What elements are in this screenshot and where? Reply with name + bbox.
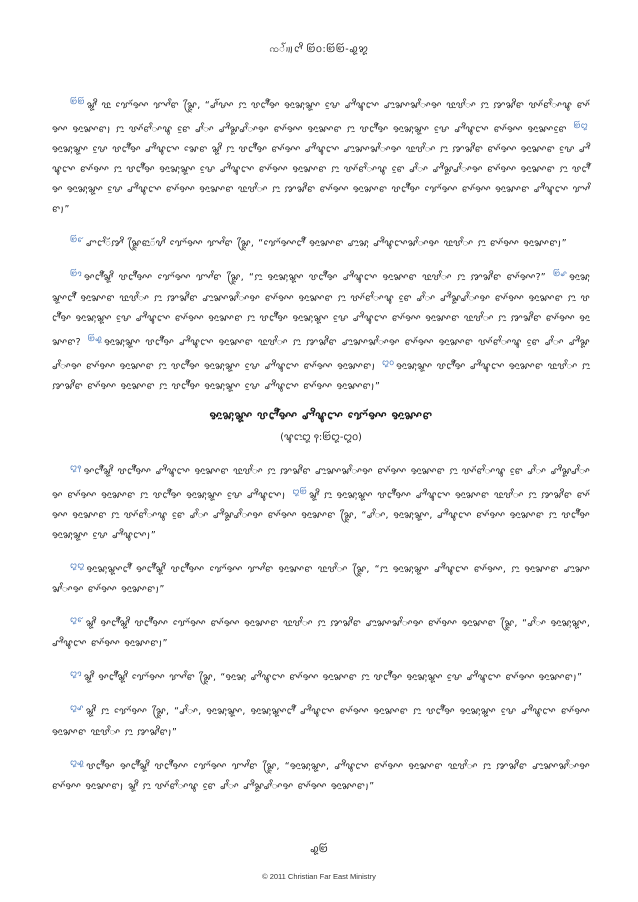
paragraph xyxy=(52,698,590,742)
verse-text: ꨀꨭꨗꨲꨘꨳꨤꨬꨮ ꨀꨤꨬꨮꨘꨪ ꨝꨤꨬꨮꨀꨳ ꨢꨯꨮꨀꨳ ꨢꨳꨩꨓ ꨀꨭꨗꨳꨓ ꨝꨭꨝꨩꨳ ꨙꨴ, “ꨆꨭ ꨀꨭꨗꨲꨘꨳ ꨚꨪꨡꨤꨳ ꨓꨳꨮꨀꨳ, ꨆꨭ ꨀꨭꨗꨳꨓ ꨚꨭꨗꨳꨗꨩꨳꨀ ꨓꨳꨮꨀꨳ ꨀꨭꨗꨳꨓ꩝” xyxy=(52,564,590,596)
verse-number: ꩓꩒ xyxy=(292,486,307,496)
paragraph-group-1 xyxy=(52,92,590,397)
verse-number: ꩒꩖ xyxy=(553,269,568,279)
verse-number: ꩒꩔ xyxy=(70,235,84,245)
section-title: ꨀꨭꨗꨲꨘꨳ ꨝꨤꨬꨮꨀꨳ ꨚꨪꨡꨤꨳ ꨢꨯꨮꨀꨳ ꨀꨭꨗꨳꨓ xyxy=(209,408,433,422)
paragraph xyxy=(52,753,590,797)
verse-number: ꩓꩔ xyxy=(70,615,84,625)
verse-text: ꨘꨪ ꨀꨤꨬꨮꨘꨪ ꨢꨯꨮꨀꨳ ꨢꨳꨩꨓ ꨙꨴ, “ꨀꨭꨗꨲ ꨚꨪꨡꨤꨳ ꨓꨳꨮꨀꨳ ꨀꨭꨗꨳꨓ ꨆꨭ ꨝꨤꨬꨮꨀ ꨀꨭꨗꨲꨘꨳ ꨔꨰ ꨚꨪꨡꨤꨳ ꨓꨳꨮꨀꨳ ꨀꨭꨗꨳꨓ꩝” xyxy=(83,672,583,684)
verse-text: ꨘꨪ ꨀꨤꨬꨮꨘꨪ ꨝꨤꨬꨮꨀꨳ ꨢꨯꨮꨀꨳ ꨓꨳꨮꨀꨳ ꨀꨭꨗꨳꨓ ꨝꨭꨝꨩꨳ ꨆꨭ ꨇꨗꨪꨓ ꨚꨭꨗꨳꨗꨩꨳꨀ ꨓꨳꨮꨀꨳ ꨀꨭꨗꨳꨓ ꨙꨴ, “ꨣꨩꨳ ꨀꨭꨗꨲꨘꨳ, ꨚꨪꨡꨤꨳ ꨓꨳꨮꨀꨳ ꨀꨭꨗꨳꨓ꩝” xyxy=(52,618,590,650)
verse-number: ꩓꩓ xyxy=(70,561,85,570)
verse-number: ꩓꩑ xyxy=(70,462,82,472)
verse-number: ꩒꩗ xyxy=(87,333,103,343)
verse-number: ꩓꩖ xyxy=(70,703,84,713)
verse-text: ꨝꨤꨬꨮꨀ ꨀꨤꨬꨮꨘꨪ ꨝꨤꨬꨮꨀꨳ ꨢꨯꨮꨀꨳ ꨢꨳꨩꨓ ꨙꨴ, “ꨀꨭꨗꨲꨘꨳ, ꨚꨪꨡꨤꨳ ꨓꨳꨮꨀꨳ ꨀꨭꨗꨳꨓ ꨝꨭꨝꨩꨳ ꨆꨭ ꨇꨗꨪꨓ ꨚꨭꨗꨳꨗꨩꨳꨀ ꨓꨳꨮꨀꨳ ꨀꨭꨗꨳꨓ꩝ ꨘꨪ ꨆꨭ ꨝꨳꨮꨓꨩꨳꨡ ꨓꨰ ꨣꨩꨳ ꨚꨪꨙꨣꨩꨳꨀ ꨓꨳꨮꨀꨳ ꨀꨭꨗꨳꨓ꩝” xyxy=(52,760,590,792)
verse-text: ꨀꨭꨗꨲꨘꨳ ꨔꨰ ꨝꨤꨬꨮꨀ ꨚꨪꨡꨤꨳ ꨗꨯꨓ ꨘꨪ ꨆꨭ ꨝꨤꨬꨮꨀ ꨓꨳꨮꨀꨳ ꨚꨪꨡꨤꨳ ꨚꨭꨗꨳꨗꨩꨳꨀ ꨝꨭꨝꨩꨳ ꨆꨭ ꨇꨗꨪꨓ ꨓꨳꨮꨀꨳ ꨀꨭꨗꨳꨓ ꨔꨰ ꨚꨪꨡꨤꨳ ꨓꨳꨮꨀꨳ ꨆꨭ ꨝꨤꨬꨮꨀ ꨀꨭꨗꨲꨘꨳ ꨔꨰ ꨚꨪꨡꨤꨳ ꨓꨳꨮꨀꨳ ꨀꨭꨗꨳꨓ ꨆꨭ ꨝꨳꨮꨓꨩꨳꨡ ꨓꨰ ꨣꨩꨳ ꨚꨪꨙꨣꨩꨳꨀ ꨓꨳꨮꨀꨳ ꨀꨭꨗꨳꨓ ꨆꨭ ꨝꨤꨬꨮꨀ ꨀꨭꨗꨲꨘꨳ ꨔꨰ ꨚꨪꨡꨤꨳ ꨓꨳꨮꨀꨳ ꨀꨭꨗꨳꨓ ꨝꨭꨝꨩꨳ ꨆꨭ ꨇꨗꨪꨓ ꨓꨳꨮꨀꨳ ꨀꨭꨗꨳꨓ ꨝꨤꨬꨮꨀ ꨢꨯꨮꨀꨳ ꨓꨳꨮꨀꨳ ꨀꨭꨗꨳꨓ ꨚꨪꨡꨤꨳ ꨢꨳꨩꨓ꩝” xyxy=(52,144,590,216)
paragraph xyxy=(52,264,590,396)
paragraph xyxy=(52,664,590,688)
verse-number: ꩓꩐ xyxy=(381,357,395,367)
verse-number: ꩓꩗ xyxy=(70,757,85,767)
verse-number: ꩓꩕ xyxy=(70,669,82,679)
verse-text: ꨚꨤꨩꨮꨇꨪ ꨙꨴꨓꨭꨮꨖꨪ ꨢꨯꨮꨀꨳ ꨢꨳꨩꨓ ꨙꨴ, “ꨢꨯꨮꨀꨳꨤꨬꨮ ꨀꨭꨗꨳꨓ ꨚꨭꨗꨲ ꨚꨪꨡꨤꨳꨗꨩꨳꨀ ꨝꨭꨝꨩꨳ ꨆꨭ ꨓꨳꨮꨀꨳ ꨀꨭꨗꨳꨓ꩝” xyxy=(85,238,567,250)
paragraph xyxy=(52,230,590,254)
paragraph xyxy=(52,92,590,220)
verse-text: ꨀꨭꨗꨲꨘꨳ ꨝꨤꨬꨮꨀ ꨚꨪꨡꨤꨳ ꨀꨭꨗꨳꨓ ꨝꨭꨝꨩꨳ ꨆꨭ ꨇꨗꨪꨓ ꨓꨳꨮꨀꨳ ꨀꨭꨗꨳꨓ ꨆꨭ ꨝꨤꨬꨮꨀ ꨀꨭꨗꨲꨘꨳ ꨔꨰ ꨚꨪꨡꨤꨳ ꨓꨳꨮꨀꨳ ꨀꨭꨗꨳꨓ꩝” xyxy=(52,360,590,392)
verse-number: ꩒꩓ xyxy=(573,121,588,131)
section-reference: (ꨡꨤꨭꨁ ꩑:꩒꩓-꩓꩐) xyxy=(280,431,362,443)
page-number: ꩗꩒ xyxy=(310,844,328,855)
verse-text: ꨘꨪ ꨝꨭ ꨢꨯꨮꨀꨳ ꨢꨳꨩꨓ ꨙꨴ, “ꨣꨱꨔꨳ ꨆꨭ ꨝꨤꨬꨮꨀ ꨀꨭꨗꨲꨘꨳ ꨔꨰ ꨚꨪꨡꨤꨳ ꨚꨭꨗꨳꨗꨩꨳꨀ ꨝꨭꨝꨩꨳ ꨆꨭ ꨇꨗꨪꨓ ꨝꨳꨮꨓꨩꨳꨡ ꨓꨳꨮꨀꨳ ꨀꨭꨗꨳꨓ꩝ ꨆꨭ ꨝꨳꨮꨓꨩꨳꨡ ꨓꨰ ꨣꨩꨳ ꨚꨪꨙꨣꨩꨳꨀ ꨓꨳꨮꨀꨳ ꨀꨭꨗꨳꨓ ꨆꨭ ꨝꨤꨬꨮꨀ ꨀꨭꨗꨲꨘꨳ ꨔꨰ ꨚꨪꨡꨤꨳ ꨓꨳꨮꨀꨳ ꨀꨭꨗꨳꨓꨰ xyxy=(52,100,590,136)
document-body xyxy=(52,92,590,807)
verse-text: ꨘꨪ ꨆꨭ ꨀꨭꨗꨲꨘꨳ ꨝꨤꨬꨮꨀꨳ ꨚꨪꨡꨤꨳ ꨀꨭꨗꨳꨓ ꨝꨭꨝꨩꨳ ꨆꨭ ꨇꨗꨪꨓ ꨓꨳꨮꨀꨳ ꨀꨭꨗꨳꨓ ꨆꨭ ꨝꨳꨮꨓꨩꨳꨡ ꨓꨰ ꨣꨩꨳ ꨚꨪꨙꨣꨩꨳꨀ ꨓꨳꨮꨀꨳ ꨀꨭꨗꨳꨓ ꨙꨴ, “ꨣꨩꨳ, ꨀꨭꨗꨲꨘꨳ, ꨚꨪꨡꨤꨳ ꨓꨳꨮꨀꨳ ꨀꨭꨗꨳꨓ ꨆꨭ ꨝꨤꨬꨮꨀ ꨀꨭꨗꨲꨘꨳ ꨔꨰ ꨚꨪꨡꨤꨳ꩝” xyxy=(52,490,590,541)
verse-text: ꨘꨪ ꨆꨭ ꨢꨯꨮꨀꨳ ꨙꨴ, “ꨣꨩꨳ, ꨀꨭꨗꨲꨘꨳ, ꨀꨭꨗꨲꨘꨳꨤꨬꨮ ꨚꨪꨡꨤꨳ ꨓꨳꨮꨀꨳ ꨀꨭꨗꨳꨓ ꨆꨭ ꨝꨤꨬꨮꨀ ꨀꨭꨗꨲꨘꨳ ꨔꨰ ꨚꨪꨡꨤꨳ ꨓꨳꨮꨀꨳ ꨀꨭꨗꨳꨓ ꨝꨭꨝꨩꨳ ꨆꨭ ꨇꨗꨪꨓ꩝” xyxy=(52,706,590,738)
verse-text: ꨀꨤꨬꨮꨘꨪ ꨝꨤꨬꨮꨀꨳ ꨚꨪꨡꨤꨳ ꨀꨭꨗꨳꨓ ꨝꨭꨝꨩꨳ ꨆꨭ ꨇꨗꨪꨓ ꨚꨭꨗꨳꨗꨩꨳꨀ ꨓꨳꨮꨀꨳ ꨀꨭꨗꨳꨓ ꨆꨭ ꨝꨳꨮꨓꨩꨳꨡ ꨓꨰ ꨣꨩꨳ ꨚꨪꨙꨣꨩꨳꨀ ꨓꨳꨮꨀꨳ ꨀꨭꨗꨳꨓ ꨆꨭ ꨝꨤꨬꨮꨀ ꨀꨭꨗꨲꨘꨳ ꨔꨰ ꨚꨪꨡꨤꨳ꩝ xyxy=(52,465,590,501)
verse-text: ꨀꨤꨬꨮꨘꨪ ꨝꨤꨬꨮꨀꨳ ꨢꨯꨮꨀꨳ ꨢꨳꨩꨓ ꨙꨴ, “ꨆꨭ ꨀꨭꨗꨲꨘꨳ ꨝꨤꨬꨮꨀ ꨚꨪꨡꨤꨳ ꨀꨭꨗꨳꨓ ꨝꨭꨝꨩꨳ ꨆꨭ ꨇꨗꨪꨓ ꨓꨳꨮꨀꨳ?” xyxy=(83,272,546,284)
copyright-footer: © 2011 Christian Far East Ministry xyxy=(262,872,376,881)
paragraph xyxy=(52,556,590,600)
verse-text: ꨀꨭꨗꨲꨘꨳ ꨝꨤꨬꨮꨀ ꨚꨪꨡꨤꨳ ꨀꨭꨗꨳꨓ ꨝꨭꨝꨩꨳ ꨆꨭ ꨇꨗꨪꨓ ꨚꨭꨗꨳꨗꨩꨳꨀ ꨓꨳꨮꨀꨳ ꨀꨭꨗꨳꨓ ꨝꨳꨮꨓꨩꨳꨡ ꨓꨰ ꨣꨩꨳ ꨚꨪꨙꨣꨩꨳꨀ ꨓꨳꨮꨀꨳ ꨀꨭꨗꨳꨓ ꨆꨭ ꨝꨤꨬꨮꨀ ꨀꨭꨗꨲꨘꨳ ꨔꨰ ꨚꨪꨡꨤꨳ ꨓꨳꨮꨀꨳ ꨀꨭꨗꨳꨓ꩝ xyxy=(52,336,590,372)
paragraph xyxy=(52,458,590,546)
verse-text: ꨀꨭꨗꨲꨘꨳꨤꨬꨮ ꨀꨭꨗꨳꨓ ꨝꨭꨝꨩꨳ ꨆꨭ ꨇꨗꨪꨓ ꨚꨭꨗꨳꨗꨩꨳꨀ ꨓꨳꨮꨀꨳ ꨀꨭꨗꨳꨓ ꨆꨭ ꨝꨳꨮꨓꨩꨳꨡ ꨓꨰ ꨣꨩꨳ ꨚꨪꨙꨣꨩꨳꨀ ꨓꨳꨮꨀꨳ ꨀꨭꨗꨳꨓ ꨆꨭ ꨝꨤꨬꨮꨀ ꨀꨭꨗꨲꨘꨳ ꨔꨰ ꨚꨪꨡꨤꨳ ꨓꨳꨮꨀꨳ ꨀꨭꨗꨳꨓ ꨆꨭ ꨝꨤꨬꨮꨀ ꨀꨭꨗꨲꨘꨳ ꨔꨰ ꨚꨪꨡꨤꨳ ꨓꨳꨮꨀꨳ ꨀꨭꨗꨳꨓ ꨝꨭꨝꨩꨳ ꨆꨭ ꨇꨗꨪꨓ ꨓꨳꨮꨀꨳ ꨀꨭꨗꨳꨓ? xyxy=(52,272,590,348)
paragraph-group-2 xyxy=(52,458,590,797)
verse-number: ꩒꩒ xyxy=(70,97,85,106)
paragraph xyxy=(52,610,590,654)
verse-number: ꩒꩕ xyxy=(70,269,82,279)
page-header: ꩡꨱ꩟ꨈꨪ ꩒꩐:꩒꩒-꩗꩘ xyxy=(269,44,369,55)
